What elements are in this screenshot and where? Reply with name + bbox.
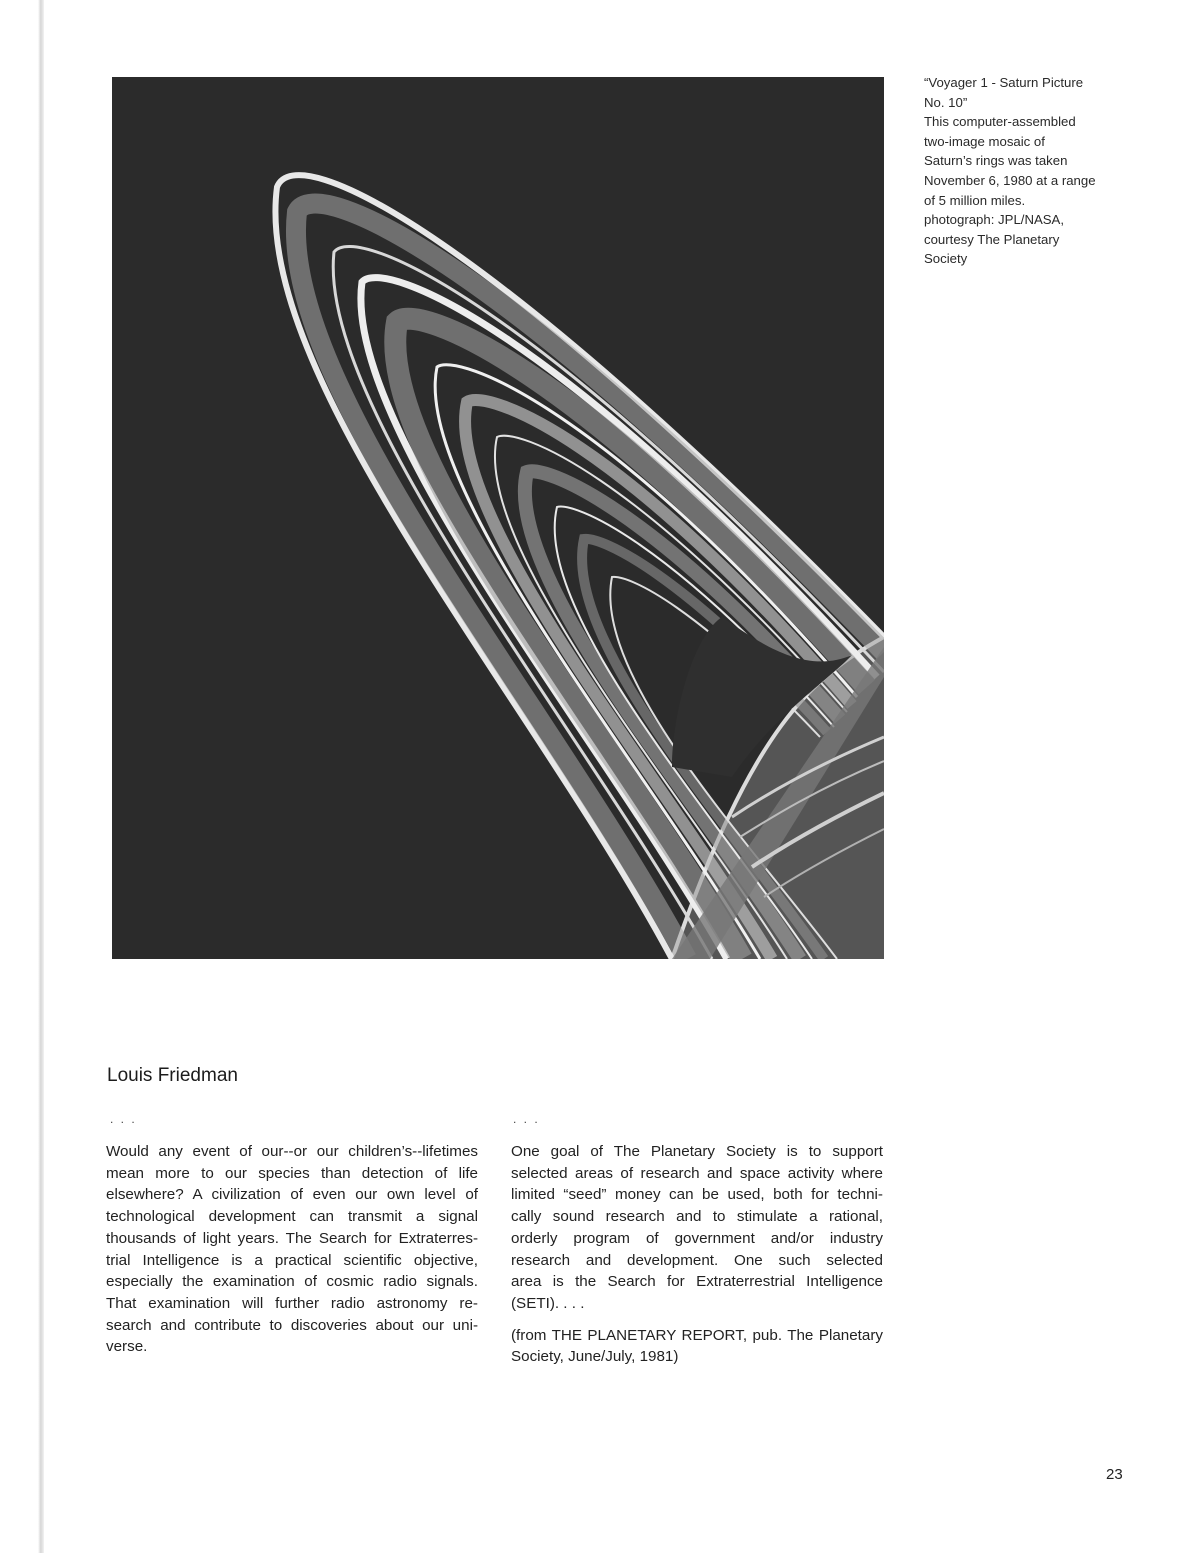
right-ellipsis: . . . — [513, 1112, 540, 1126]
left-column-text — [106, 1141, 478, 1368]
caption-line: photograph: JPL/NASA, — [924, 212, 1065, 228]
caption-line: “Voyager 1 - Saturn Picture — [924, 75, 1084, 90]
text-line: One goal of The Planetary Society is to support — [511, 1143, 883, 1160]
text-line: research and development. One such selected — [511, 1251, 883, 1269]
text-line: (from THE PLANETARY REPORT, pub. The Planetary — [511, 1326, 883, 1344]
text-line: That examination will further radio astronomy re- — [106, 1294, 478, 1312]
text-line: verse. — [106, 1338, 148, 1356]
text-line: thousands of light years. The Search for Extraterres- — [106, 1229, 478, 1247]
caption-line: November 6, 1980 at a range — [924, 172, 1096, 188]
text-line: elsewhere? A civilization of even our own level of — [106, 1186, 478, 1204]
text-line: orderly program of government and/or industry — [511, 1229, 883, 1247]
saturn-rings-photo — [112, 77, 884, 959]
right-column-text — [511, 1141, 883, 1378]
right-paragraph — [511, 1141, 883, 1315]
caption-line: two-image mosaic of — [924, 133, 1045, 149]
caption-line: No. 10” — [924, 94, 968, 110]
caption-line: Saturn’s rings was taken — [924, 153, 1068, 169]
caption-line: courtesy The Planetary — [924, 231, 1060, 247]
text-line: technological development can transmit a signal — [106, 1208, 478, 1226]
left-paragraph — [106, 1141, 478, 1358]
caption-line: This computer-assembled — [924, 114, 1076, 130]
source-citation — [511, 1325, 883, 1368]
text-line: (SETI). . . . — [511, 1294, 585, 1312]
text-line: search and contribute to discoveries about our uni- — [106, 1316, 478, 1334]
text-line: Would any event of our--or our children’s--lifetimes — [106, 1143, 478, 1160]
author-name: Louis Friedman — [107, 1065, 238, 1086]
text-line: trial Intelligence is a practical scientific objective, — [106, 1251, 478, 1269]
text-line: mean more to our species than detection of life — [106, 1164, 478, 1182]
page-binding-shadow — [38, 0, 44, 1553]
text-line: selected areas of research and space activity where — [511, 1164, 883, 1182]
photo-caption — [924, 73, 1134, 269]
text-line: Society, June/July, 1981) — [511, 1348, 679, 1366]
left-ellipsis: . . . — [110, 1112, 137, 1126]
text-line: area is the Search for Extraterrestrial Intelligence — [511, 1273, 883, 1291]
saturn-rings-illustration — [112, 77, 884, 959]
page-number: 23 — [1106, 1466, 1123, 1483]
text-line: limited “seed” money can be used, both for techni- — [511, 1186, 883, 1204]
text-line: cally sound research and to stimulate a rational, — [511, 1208, 883, 1226]
caption-line: Society — [924, 251, 968, 267]
caption-line: of 5 million miles. — [924, 192, 1026, 208]
text-line: especially the examination of cosmic radio signals. — [106, 1273, 478, 1291]
